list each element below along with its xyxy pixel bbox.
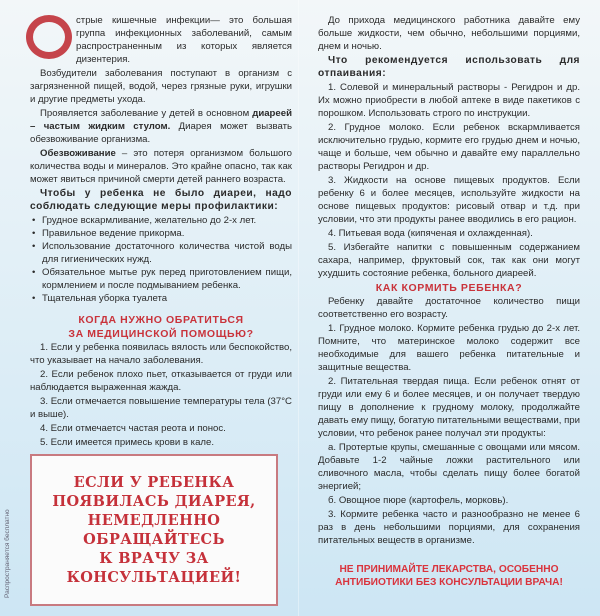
symptoms-paragraph: Проявляется заболевание у детей в основном диареей – частым жидким стулом. Диарея может вызвать обезвоживание организма. xyxy=(30,108,293,145)
dehydration-term: Обезвоживание xyxy=(40,148,116,159)
feeding-heading: КАК КОРМИТЬ РЕБЕНКА? xyxy=(375,282,523,294)
rehydration-heading: Что рекомендуется использовать для отпаивания: xyxy=(318,55,580,79)
intro-text: стрые кишечные инфекции— это большая группа инфекционных заболеваний, самым распространенным из которых является дизентерия. xyxy=(76,15,292,65)
medication-warning: НЕ ПРИНИМАЙТЕ ЛЕКАРСТВА, ОСОБЕННО АНТИБИОТИКИ БЕЗ КОНСУЛЬТАЦИИ ВРАЧА! xyxy=(335,564,563,588)
list-item: 5. Избегайте напитки с повышенным содержанием сахара, например, фруктовый сок, так как они могут ухудшить состояние ребенка, больного диареей. xyxy=(318,242,580,279)
list-item: 2. Грудное молоко. Если ребенок вскармливается исключительно грудью, кормите его грудью днем и ночью, чаще и больше, чем обычно и давайте ему параллельно растворы Регидрон и др. xyxy=(318,122,580,172)
list-item: 2. Если ребенок плохо пьет, отказывается от груди или наблюдается выраженная жажда. xyxy=(30,369,292,393)
list-item: б. Овощное пюре (картофель, морковь). xyxy=(328,495,509,506)
list-item: • Правильное ведение прикорма. xyxy=(30,227,292,240)
list-item: 3. Кормите ребенка часто и разнообразно не менее 6 раз в день небольшими порциями, для сохранения питательных веществ в организме. xyxy=(318,509,580,546)
left-column xyxy=(30,14,292,450)
list-item: • Обязательное мытье рук перед приготовлением пищи, кормлением и после подмыванием ребенка. xyxy=(30,266,292,292)
dehydration-paragraph: Обезвоживание – это потеря организмом большого количества воды и минералов. Это крайне опасно, так как может явиться причиной смерти детей раннего возраста. xyxy=(30,148,292,185)
distribution-note: Распространяется бесплатно xyxy=(4,509,11,598)
feeding-intro: Ребенку давайте достаточное количество пищи соответственно его возрасту. xyxy=(318,296,580,320)
list-item: 4. Если отмечаетсч частая реота и понос. xyxy=(40,423,226,434)
list-item: а. Протертые крупы, смешанные с овощами или мясом. Добавьте 1-2 чайные ложки растительного или сливочного масла, чтобы сделать пищу более богатой энергией; xyxy=(318,442,580,492)
list-item: 3. Если отмечается повышение температуры тела (37°С и выше). xyxy=(30,396,292,420)
right-column xyxy=(318,14,580,548)
urgent-alert-box xyxy=(30,454,278,606)
alert-text: ЕСЛИ У РЕБЕНКА ПОЯВИЛАСЬ ДИАРЕЯ, НЕМЕДЛЕННО ОБРАЩАЙТЕСЬ К ВРАЧУ ЗА КОНСУЛЬТАЦИЕЙ! xyxy=(52,474,256,586)
prevention-heading: Чтобы у ребенка не было диареи, надо соблюдать следующие меры профилактики: xyxy=(30,188,292,212)
prevention-list xyxy=(30,214,292,305)
list-item: 1. Если у ребенка появилась вялость или беспокойство, что указывает на начало заболевания. xyxy=(30,342,292,366)
list-item: 4. Питьевая вода (кипяченая и охлажденная). xyxy=(328,228,533,239)
infection-sources-paragraph: Возбудители заболевания поступают в организм с загрязненной пищей, водой, через грязные руки, игрушки и другие предметы ухода. xyxy=(30,68,292,105)
list-item: 3. Жидкости на основе пищевых продуктов. Если ребенку 6 и более месяцев, используйте жидкости на основе пищевых продуктов: рисовый отвар и т.д. при условии, что эти продукты ранее вводились в его рацион. xyxy=(318,175,580,225)
dropcap-o-icon xyxy=(26,15,72,59)
list-item: 5. Если имеется примесь крови в кале. xyxy=(40,437,215,448)
fold-divider xyxy=(298,0,299,616)
list-item: • Использование достаточного количества чистой воды для гигиенических нужд. xyxy=(30,240,292,266)
list-item: 1. Солевой и минеральный растворы - Регидрон и др. Их можно приобрести в любой аптеке в виде пакетиков с порошком. Использовать строго по инструкции. xyxy=(318,82,580,119)
list-item: 2. Питательная твердая пища. Если ребенок отнят от груди или ему 6 и более месяцев, и он получает твердую пищу в дополнение к грудному молоку, продолжайте давать ему пищу, богатую питательными веществами, при условии, что ребенок ранее получал эти продукты: xyxy=(318,376,580,439)
diarrhea-definition: диареей – частым жидким стулом. xyxy=(30,108,292,132)
list-item: 1. Грудное молоко. Кормите ребенка грудью до 2-х лет. Помните, что материнское молоко содержит все необходимые для вашего ребенка питательные и защитные вещества. xyxy=(318,323,580,373)
list-item: • Грудное вскармливание, желательно до 2-х лет. xyxy=(30,214,292,227)
intro-paragraph xyxy=(30,14,292,66)
fluids-paragraph: До прихода медицинского работника давайте ему больше жидкости, чем обычно, небольшими порциями, днем и ночью. xyxy=(318,15,580,52)
when-to-seek-help-heading: КОГДА НУЖНО ОБРАТИТЬСЯ ЗА МЕДИЦИНСКОЙ ПОМОЩЬЮ? xyxy=(68,314,254,340)
list-item: • Тщательная уборка туалета xyxy=(30,292,292,305)
